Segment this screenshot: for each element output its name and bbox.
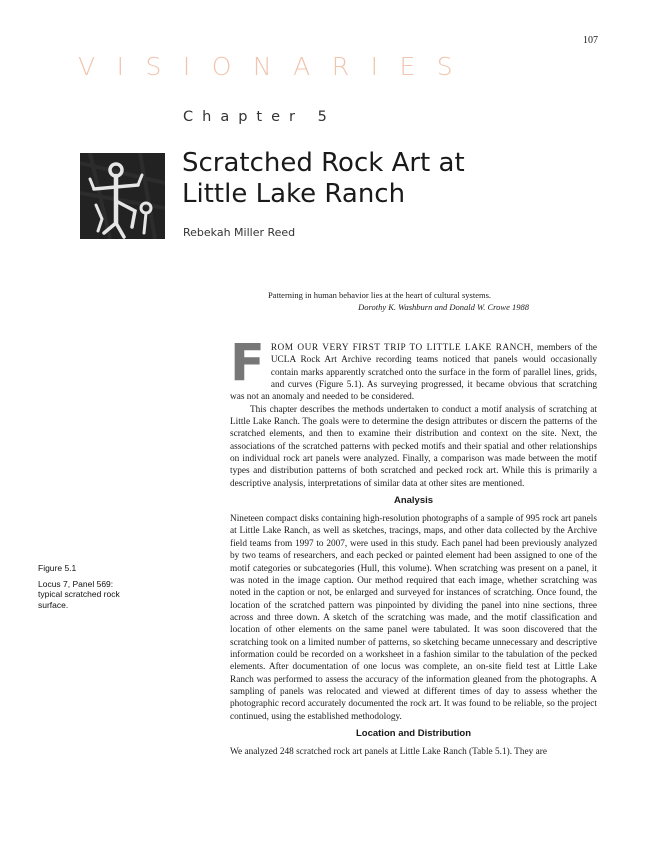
paragraph-3: Nineteen compact disks containing high-resolution photographs of a sample of 995 rock art panels at Little Lake Ranch, as well as sketches, tracings, maps, and other data collected by the Archive field teams from 1997 to 2007, were used in this study. Each panel had been previously analyzed by two teams of researchers, and each pecked or painted element had been assigned to one of the motif categories or subcategories (Hull, this volume). When scratching was present on a panel, it was noted in the image caption. Our method required that each image, whether scratching was noted in the caption or not, be enlarged and surveyed for instances of scratching. Once found, the location of the scratched pattern was pinpointed by dividing the panel into nine sections, three across and three down. A sketch of the scratching was made, and the motif classification and location of other elements on the same panel were tabulated. It was soon discovered that the scratching took on a limited number of patterns, so sketching became unnecessary and descriptive information could be recorded on a worksheet in a fashion similar to the tabulation of the pecked elements. After documentation of one locus was complete, an on-site field test at Little Lake Ranch was performed to assess the accuracy of the information gleaned from the photographs. A sampling of panels was relocated and viewed at different times of day to assess whether the photographic record accurately documented the rock art. It was found to be reliable, so the project continued, using the established methodology. [230,514,597,722]
lead-in: ROM OUR VERY FIRST TRIP TO LITTLE LAKE RANCH, [270,343,534,353]
epigraph-attribution: Dorothy K. Washburn and Donald W. Crowe 1988 [358,302,529,312]
chapter-title [182,148,562,210]
paragraph-2: This chapter describes the methods undertaken to conduct a motif analysis of scratching at Little Lake Ranch. The goals were to determine the design attributes or discern the patterns of the scratched elements, and then to examine their distribution and context on the site. Next, the associations of the scratched patterns with pecked motifs and their spatial and other relationships on individual rock art panels were analyzed. Finally, a comparison was made between the motif types and distribution patterns of both scratched and pecked rock art. While this is primarily a descriptive analysis, interpretations of similar data at other sites are mentioned. [230,404,597,489]
rock-art-photo [80,153,165,239]
drop-cap: F [230,334,265,393]
epigraph [230,289,529,313]
paragraph-1 [230,334,598,404]
paragraph-4: We analyzed 248 scratched rock art panels at Little Lake Ranch (Table 5.1). They are [230,746,547,757]
chapter-title-line-1: Scratched Rock Art at [182,148,465,178]
page-number: 107 [583,35,598,46]
section-heading-location: Location and Distribution [355,727,472,739]
epigraph-quote: Patterning in human behavior lies at the heart of cultural systems. [267,290,492,300]
chapter-label: Chapter 5 [183,109,336,125]
figure-caption [38,563,138,610]
figure-caption-text: Locus 7, Panel 569: typical scratched rock surface. [38,578,120,610]
paragraph-1-text: members of the UCLA Rock Art Archive recording teams noticed that panels would occasionally contain marks apparently scratched onto the surface in the form of parallel lines, grids, and curves (Figure 5.1). As surveying progressed, it became obvious that scratching was not an anomaly and needed to be considered. [230,343,598,403]
body-text [230,334,598,758]
series-title: VISIONARIES [78,52,475,81]
section-heading-analysis: Analysis [393,495,434,507]
petroglyph-figure-icon [80,153,165,239]
figure-label: Figure 5.1 [38,563,77,573]
author-name: Rebekah Miller Reed [183,226,296,239]
chapter-title-line-2: Little Lake Ranch [182,179,406,209]
